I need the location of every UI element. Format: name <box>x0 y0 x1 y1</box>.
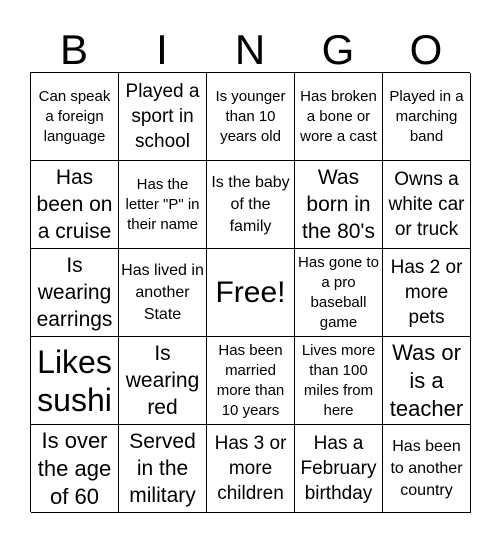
bingo-cell[interactable] <box>119 425 207 513</box>
cell-text: Lives more than 100 miles from here <box>301 341 376 419</box>
bingo-cell[interactable] <box>31 425 119 513</box>
bingo-cell[interactable] <box>119 161 207 249</box>
cell-text: Has lived in another State <box>121 261 204 323</box>
cell-text: Has the letter "P" in their name <box>125 175 200 233</box>
free-space-cell[interactable] <box>207 249 295 337</box>
bingo-cell[interactable] <box>207 425 295 513</box>
bingo-cell[interactable] <box>295 161 383 249</box>
bingo-cell[interactable] <box>295 425 383 513</box>
cell-text: Is wearing earrings <box>36 254 113 331</box>
bingo-cell[interactable] <box>31 249 119 337</box>
bingo-header <box>30 28 470 72</box>
bingo-cell[interactable] <box>383 425 471 513</box>
cell-text: Was born in the 80's <box>302 166 375 243</box>
cell-text: Is wearing red <box>125 342 200 419</box>
bingo-cell[interactable] <box>31 161 119 249</box>
cell-text: Can speak a foreign language <box>38 87 111 145</box>
bingo-cell[interactable] <box>383 337 471 425</box>
cell-text: Has been on a cruise <box>36 166 113 243</box>
header-letter-o: O <box>409 26 443 73</box>
cell-text: Likes sushi <box>37 343 112 418</box>
bingo-cell[interactable] <box>383 161 471 249</box>
cell-text: Has 3 or more children <box>214 433 287 504</box>
header-letter-g: G <box>321 26 355 73</box>
cell-text: Has 2 or more pets <box>390 257 463 328</box>
cell-text: Is younger than 10 years old <box>215 87 286 145</box>
bingo-cell[interactable] <box>31 73 119 161</box>
bingo-cell[interactable] <box>119 73 207 161</box>
cell-text: Has been to another country <box>390 437 463 499</box>
bingo-cell[interactable] <box>207 337 295 425</box>
header-letter-b: B <box>59 26 88 73</box>
bingo-cell[interactable] <box>119 249 207 337</box>
cell-text: Played a sport in school <box>125 81 200 152</box>
bingo-cell[interactable] <box>383 249 471 337</box>
bingo-grid <box>30 72 470 512</box>
cell-text: Has been married more than 10 years <box>216 341 285 419</box>
bingo-cell[interactable] <box>119 337 207 425</box>
bingo-cell[interactable] <box>207 161 295 249</box>
cell-text: Has a February birthday <box>300 433 377 504</box>
header-letter-i: I <box>156 26 168 73</box>
cell-text: Has broken a bone or wore a cast <box>300 87 377 145</box>
bingo-cell[interactable] <box>295 249 383 337</box>
free-space-label: Free! <box>215 275 286 309</box>
cell-text: Is over the age of 60 <box>37 427 112 509</box>
bingo-cell[interactable] <box>207 73 295 161</box>
cell-text: Played in a marching band <box>389 87 464 145</box>
bingo-cell[interactable] <box>295 73 383 161</box>
header-letter-n: N <box>234 26 266 73</box>
cell-text: Is the baby of the family <box>211 173 290 235</box>
bingo-cell[interactable] <box>295 337 383 425</box>
cell-text: Owns a white car or truck <box>388 169 465 240</box>
bingo-cell[interactable] <box>383 73 471 161</box>
cell-text: Has gone to a pro baseball game <box>298 253 379 331</box>
bingo-cell[interactable] <box>31 337 119 425</box>
cell-text: Was or is a teacher <box>389 339 464 421</box>
cell-text: Served in the military <box>129 430 196 507</box>
